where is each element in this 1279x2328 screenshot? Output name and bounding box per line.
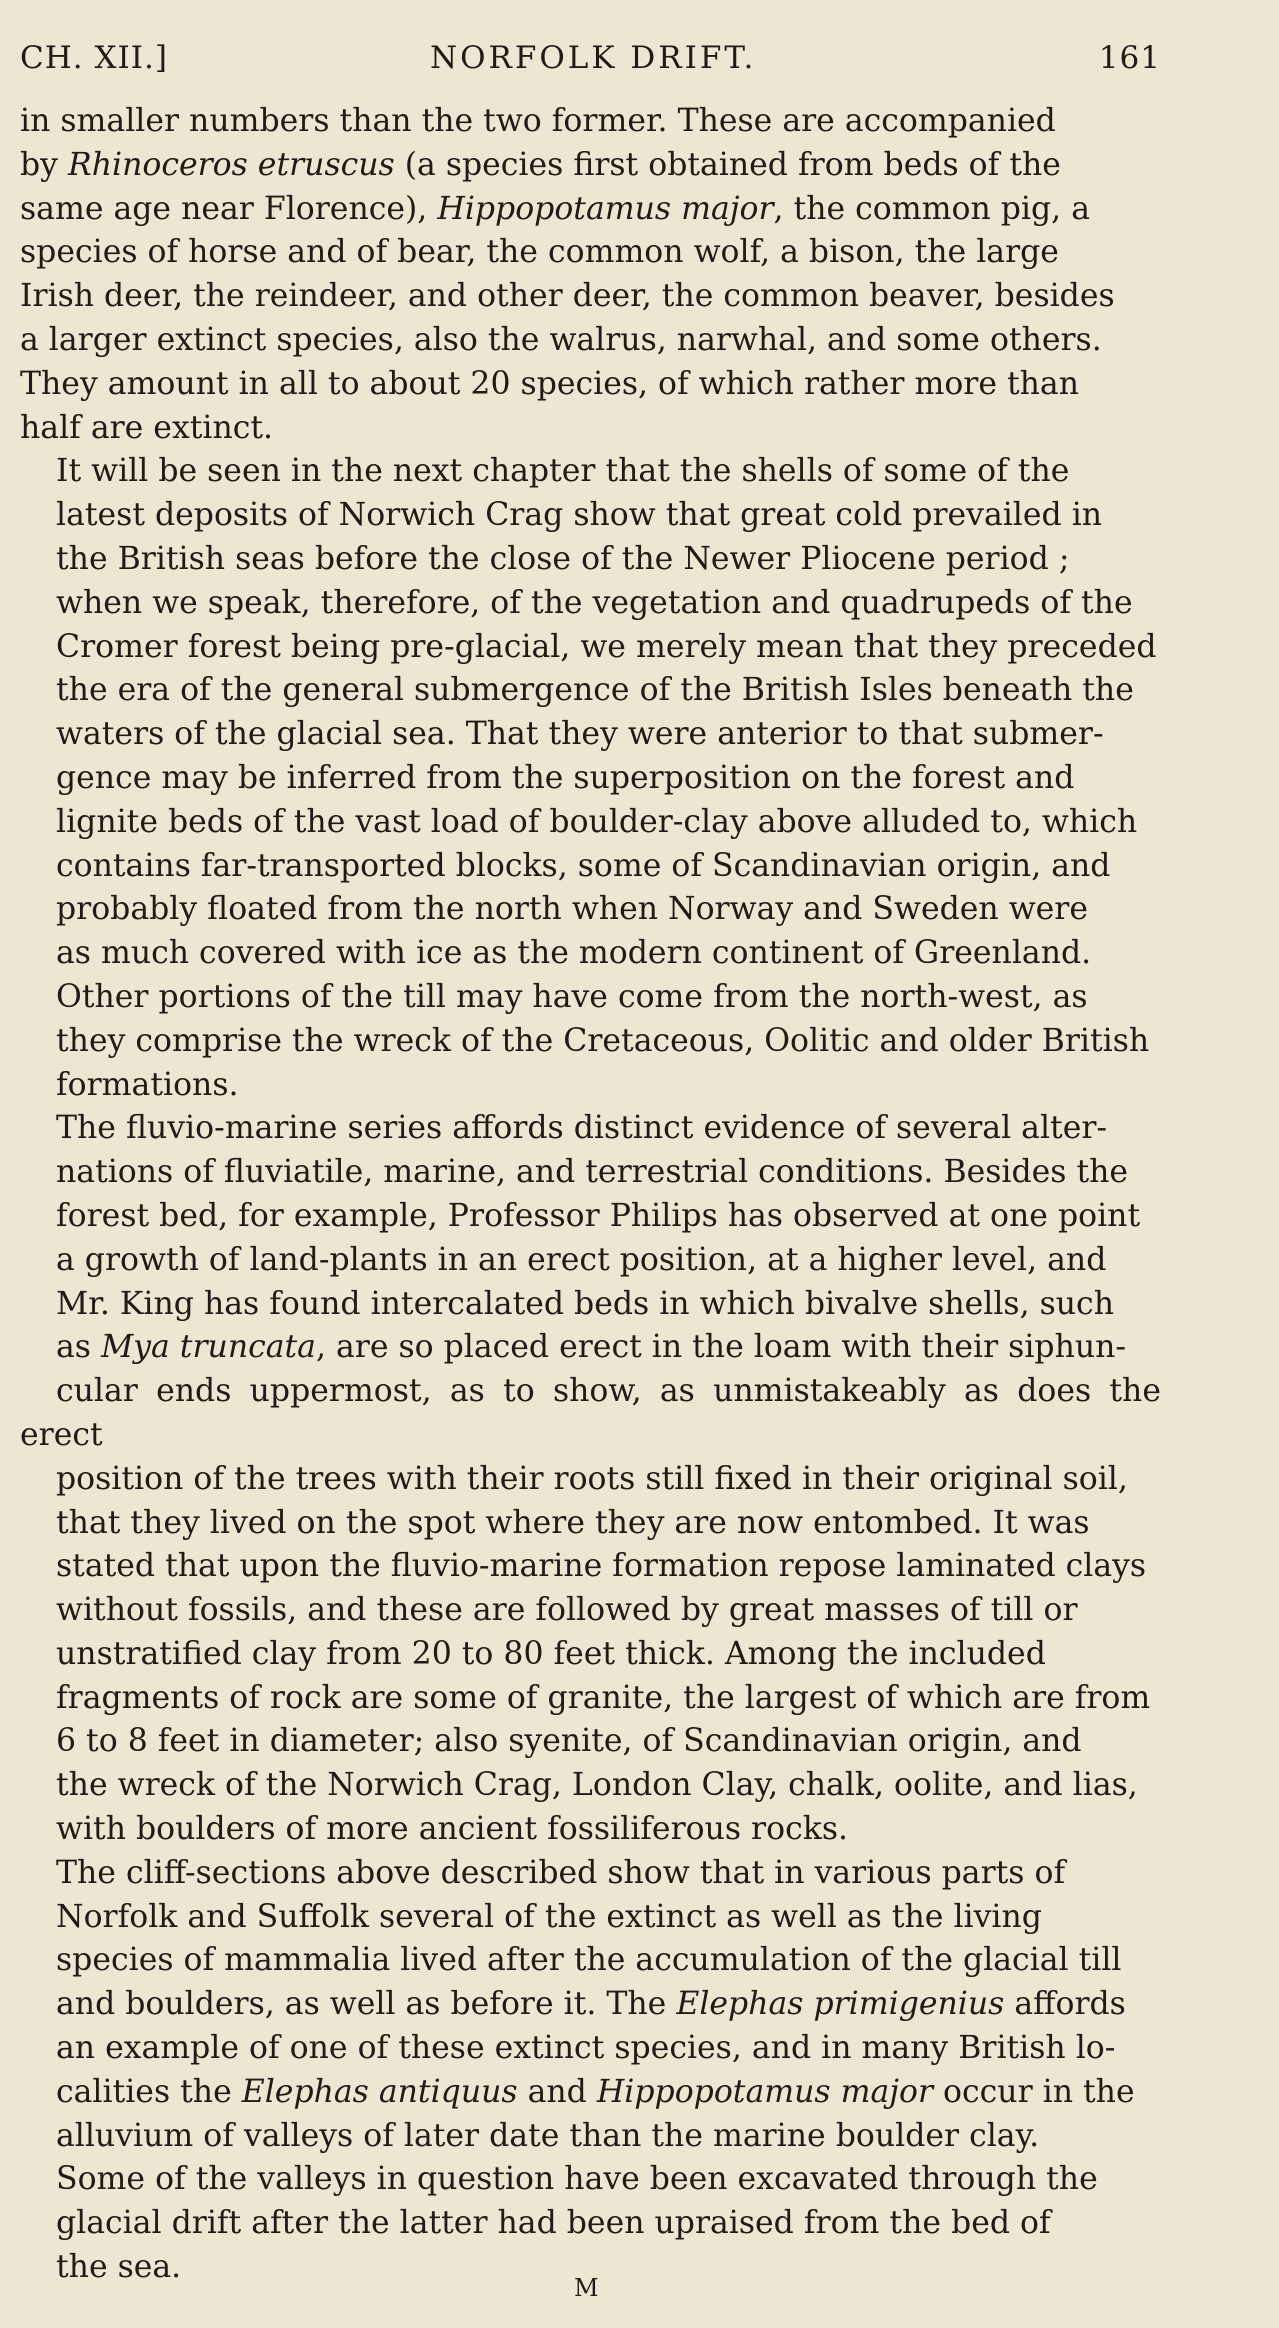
- text-line: waters of the glacial sea. That they were anterior to that submer-: [56, 716, 1104, 753]
- text-line: that they lived on the spot where they are now entombed. It was: [56, 1504, 1090, 1541]
- text-line: Other portions of the till may have come from the north-west, as: [56, 978, 1088, 1015]
- running-title: NORFOLK DRIFT.: [430, 40, 757, 76]
- text-line: Mr. King has found intercalated beds in which bivalve shells, such: [56, 1285, 1114, 1322]
- text-line: The cliff-sections above described show that in various parts of: [56, 1854, 1066, 1891]
- species-name: Elephas primigenius: [676, 1986, 1005, 2023]
- running-head: [20, 40, 1161, 90]
- species-name: Mya truncata: [100, 1329, 316, 1366]
- text-line: the wreck of the Norwich Crag, London Clay, chalk, oolite, and lias,: [56, 1767, 1138, 1804]
- text-line: cular ends uppermost, as to show, as unmistakeably as does the erect: [20, 1373, 1161, 1453]
- text-line: a larger extinct species, also the walrus, narwhal, and some others.: [20, 321, 1102, 358]
- text-line: and boulders, as well as before it. The Elephas primigenius affords: [56, 1986, 1126, 2023]
- text-line: fragments of rock are some of granite, the largest of which are from: [56, 1679, 1151, 1716]
- text-line: unstratified clay from 20 to 80 feet thick. Among the included: [56, 1635, 1046, 1672]
- text-line: Some of the valleys in question have been excavated through the: [56, 2161, 1098, 2198]
- text-line: stated that upon the fluvio-marine formation repose laminated clays: [56, 1548, 1147, 1585]
- text-line: as much covered with ice as the modern continent of Greenland.: [56, 935, 1092, 972]
- text-line: a growth of land-plants in an erect position, at a higher level, and: [56, 1241, 1107, 1278]
- chapter-reference: CH. XII.]: [20, 40, 168, 76]
- text-line: they comprise the wreck of the Cretaceous, Oolitic and older British: [56, 1022, 1150, 1059]
- text-line: with boulders of more ancient fossiliferous rocks.: [56, 1811, 848, 1848]
- text-line: glacial drift after the latter had been upraised from the bed of: [56, 2205, 1051, 2242]
- text-line: contains far-transported blocks, some of Scandinavian origin, and: [56, 847, 1111, 884]
- body-text: [20, 100, 1161, 2290]
- text-line: as Mya truncata, are so placed erect in the loam with their siphun-: [56, 1329, 1127, 1366]
- species-name: Elephas antiquus: [241, 2073, 518, 2110]
- text-line: The fluvio-marine series affords distinct evidence of several alter-: [56, 1110, 1108, 1147]
- paragraph: [20, 1107, 1161, 1852]
- paragraph: [20, 1852, 1161, 2290]
- text-line: They amount in all to about 20 species, of which rather more than: [20, 365, 1080, 402]
- text-line: without fossils, and these are followed by great masses of till or: [56, 1592, 1078, 1629]
- text-line: 6 to 8 feet in diameter; also syenite, of Scandinavian origin, and: [56, 1723, 1082, 1760]
- text-line: the sea.: [56, 2249, 182, 2286]
- text-line: It will be seen in the next chapter that the shells of some of the: [56, 453, 1070, 490]
- text-line: species of mammalia lived after the accumulation of the glacial till: [56, 1942, 1122, 1979]
- text-line: lignite beds of the vast load of boulder-clay above alluded to, which: [56, 803, 1138, 840]
- text-line: half are extinct.: [20, 409, 274, 446]
- text-line: species of horse and of bear, the common wolf, a bison, the large: [20, 234, 1059, 271]
- text-line: when we speak, therefore, of the vegetation and quadrupeds of the: [56, 584, 1133, 621]
- paragraph: [20, 100, 1161, 450]
- text-line: Irish deer, the reindeer, and other deer, the common beaver, besides: [20, 278, 1115, 315]
- text-line: formations.: [56, 1066, 239, 1103]
- text-line: an example of one of these extinct species, and in many British lo-: [56, 2030, 1116, 2067]
- text-line: the British seas before the close of the Newer Pliocene period ;: [56, 540, 1070, 577]
- text-line: alluvium of valleys of later date than the marine boulder clay.: [56, 2117, 1040, 2154]
- text-line: gence may be inferred from the superposition on the forest and: [56, 759, 1075, 796]
- signature-mark: M: [574, 2274, 601, 2302]
- text-line: same age near Florence), Hippopotamus major, the common pig, a: [20, 190, 1090, 227]
- text-line: in smaller numbers than the two former. These are accompanied: [20, 103, 1056, 139]
- paragraph: [20, 450, 1161, 1107]
- text-line: position of the trees with their roots still fixed in their original soil,: [56, 1460, 1128, 1497]
- text-line: Cromer forest being pre-glacial, we merely mean that they preceded: [56, 628, 1157, 665]
- text-line: probably floated from the north when Norway and Sweden were: [56, 891, 1089, 928]
- text-line: Norfolk and Suffolk several of the extinct as well as the living: [56, 1898, 1042, 1935]
- text-line: nations of fluviatile, marine, and terrestrial conditions. Besides the: [56, 1154, 1129, 1191]
- text-line: calities the Elephas antiquus and Hippopotamus major occur in the: [56, 2073, 1135, 2110]
- page-number: 161: [1098, 40, 1161, 76]
- text-line: by Rhinoceros etruscus (a species first obtained from beds of the: [20, 146, 1061, 183]
- text-line: the era of the general submergence of the British Isles beneath the: [56, 672, 1134, 709]
- text-line: forest bed, for example, Professor Philips has observed at one point: [56, 1197, 1141, 1234]
- species-name: Hippopotamus major: [437, 190, 774, 227]
- species-name: Hippopotamus major: [596, 2073, 934, 2110]
- text-line: latest deposits of Norwich Crag show that great cold prevailed in: [56, 497, 1103, 534]
- species-name: Rhinoceros etruscus: [67, 146, 395, 183]
